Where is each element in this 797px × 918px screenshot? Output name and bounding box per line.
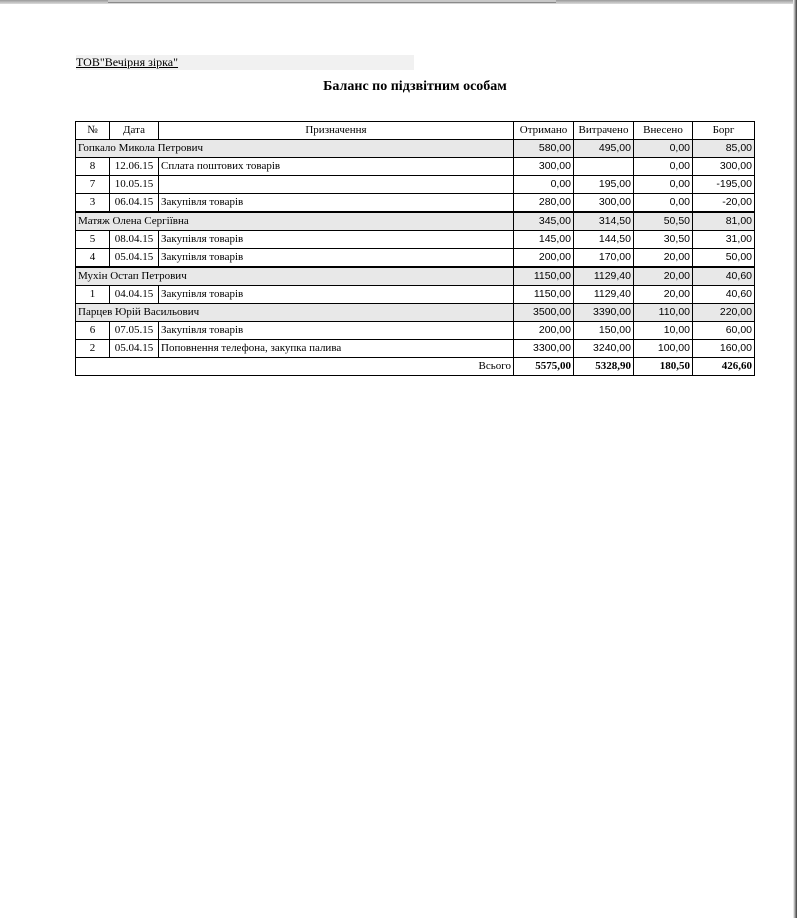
row-purpose: Сплата поштових товарів <box>159 158 514 176</box>
group-person-name: Гопкало Микола Петрович <box>76 140 514 158</box>
row-deposited: 0,00 <box>634 158 693 176</box>
row-received: 145,00 <box>514 231 574 249</box>
row-purpose: Закупівля товарів <box>159 231 514 249</box>
row-spent: 144,50 <box>574 231 634 249</box>
row-number: 3 <box>76 194 110 213</box>
group-received: 1150,00 <box>514 267 574 286</box>
row-purpose: Закупівля товарів <box>159 322 514 340</box>
report-title: Баланс по підзвітним особам <box>323 79 507 94</box>
group-deposited: 0,00 <box>634 140 693 158</box>
row-purpose: Поповнення телефона, закупка палива <box>159 340 514 358</box>
group-row <box>76 212 755 231</box>
col-header-deposited: Внесено <box>634 122 693 140</box>
total-row <box>76 358 755 376</box>
row-received: 280,00 <box>514 194 574 213</box>
group-row <box>76 140 755 158</box>
row-deposited: 20,00 <box>634 249 693 268</box>
col-header-purpose: Призначення <box>159 122 514 140</box>
group-received: 345,00 <box>514 212 574 231</box>
row-spent: 150,00 <box>574 322 634 340</box>
group-person-name: Парцев Юрій Васильович <box>76 304 514 322</box>
row-purpose <box>159 176 514 194</box>
row-number: 5 <box>76 231 110 249</box>
row-date: 05.04.15 <box>110 340 159 358</box>
col-header-number: № <box>76 122 110 140</box>
total-spent: 5328,90 <box>574 358 634 376</box>
row-spent: 300,00 <box>574 194 634 213</box>
row-date: 06.04.15 <box>110 194 159 213</box>
group-received: 3500,00 <box>514 304 574 322</box>
row-received: 1150,00 <box>514 286 574 304</box>
row-purpose: Закупівля товарів <box>159 194 514 213</box>
col-header-spent: Витрачено <box>574 122 634 140</box>
row-number: 2 <box>76 340 110 358</box>
group-spent: 495,00 <box>574 140 634 158</box>
table-row <box>76 286 755 304</box>
row-debt: 160,00 <box>693 340 755 358</box>
row-number: 4 <box>76 249 110 268</box>
group-row <box>76 304 755 322</box>
group-received: 580,00 <box>514 140 574 158</box>
balance-table <box>75 121 755 376</box>
row-deposited: 0,00 <box>634 194 693 213</box>
row-number: 1 <box>76 286 110 304</box>
row-spent <box>574 158 634 176</box>
row-date: 05.04.15 <box>110 249 159 268</box>
row-spent: 195,00 <box>574 176 634 194</box>
row-number: 6 <box>76 322 110 340</box>
row-spent: 170,00 <box>574 249 634 268</box>
row-spent: 3240,00 <box>574 340 634 358</box>
row-spent: 1129,40 <box>574 286 634 304</box>
total-deposited: 180,50 <box>634 358 693 376</box>
row-purpose: Закупівля товарів <box>159 249 514 268</box>
table-row <box>76 340 755 358</box>
table-row <box>76 231 755 249</box>
row-received: 200,00 <box>514 322 574 340</box>
row-deposited: 10,00 <box>634 322 693 340</box>
row-debt: 31,00 <box>693 231 755 249</box>
group-spent: 3390,00 <box>574 304 634 322</box>
row-received: 300,00 <box>514 158 574 176</box>
group-debt: 81,00 <box>693 212 755 231</box>
row-debt: 50,00 <box>693 249 755 268</box>
col-header-received: Отримано <box>514 122 574 140</box>
table-row <box>76 194 755 213</box>
group-row <box>76 267 755 286</box>
row-date: 08.04.15 <box>110 231 159 249</box>
group-person-name: Матяж Олена Сергіївна <box>76 212 514 231</box>
row-purpose: Закупівля товарів <box>159 286 514 304</box>
table-row <box>76 176 755 194</box>
group-debt: 40,60 <box>693 267 755 286</box>
table-row <box>76 322 755 340</box>
group-spent: 314,50 <box>574 212 634 231</box>
col-header-debt: Борг <box>693 122 755 140</box>
row-number: 8 <box>76 158 110 176</box>
row-deposited: 30,50 <box>634 231 693 249</box>
col-header-date: Дата <box>110 122 159 140</box>
total-received: 5575,00 <box>514 358 574 376</box>
group-deposited: 20,00 <box>634 267 693 286</box>
row-debt: -195,00 <box>693 176 755 194</box>
row-debt: 300,00 <box>693 158 755 176</box>
group-deposited: 50,50 <box>634 212 693 231</box>
row-received: 200,00 <box>514 249 574 268</box>
viewer-top-notch <box>108 0 556 3</box>
page-right-edge <box>793 0 797 918</box>
group-debt: 220,00 <box>693 304 755 322</box>
table-row <box>76 158 755 176</box>
row-debt: 40,60 <box>693 286 755 304</box>
row-deposited: 0,00 <box>634 176 693 194</box>
table-row <box>76 249 755 268</box>
row-number: 7 <box>76 176 110 194</box>
total-debt: 426,60 <box>693 358 755 376</box>
table-header-row <box>76 122 755 140</box>
group-person-name: Мухін Остап Петрович <box>76 267 514 286</box>
total-label: Всього <box>76 358 514 376</box>
row-deposited: 100,00 <box>634 340 693 358</box>
row-debt: -20,00 <box>693 194 755 213</box>
row-date: 12.06.15 <box>110 158 159 176</box>
row-deposited: 20,00 <box>634 286 693 304</box>
group-spent: 1129,40 <box>574 267 634 286</box>
row-date: 10.05.15 <box>110 176 159 194</box>
row-date: 04.04.15 <box>110 286 159 304</box>
row-debt: 60,00 <box>693 322 755 340</box>
group-debt: 85,00 <box>693 140 755 158</box>
company-name: ТОВ"Вечірня зірка" <box>76 55 414 70</box>
row-date: 07.05.15 <box>110 322 159 340</box>
row-received: 3300,00 <box>514 340 574 358</box>
group-deposited: 110,00 <box>634 304 693 322</box>
row-received: 0,00 <box>514 176 574 194</box>
